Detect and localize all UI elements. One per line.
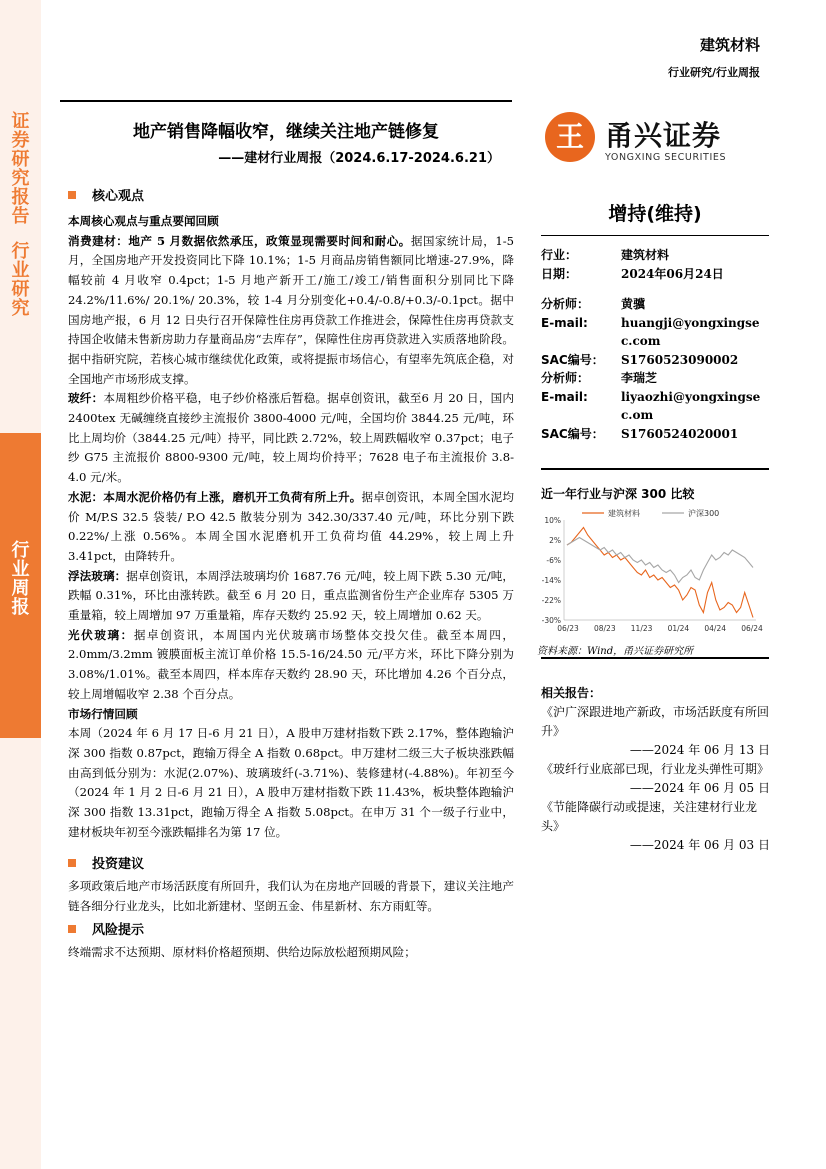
paragraph-consumer-materials [68,232,514,390]
chart-source: 资料来源：Wind，甬兴证券研究所 [537,646,694,657]
paragraph-lead: 玻纤： [68,391,104,406]
info-row-sac: SAC编号： S1760524020001 [541,426,739,441]
related-reports-heading: 相关报告： [541,686,602,700]
risk-heading-text: 风险提示 [92,922,145,938]
market-review-text: 本周（2024 年 6 月 17 日-6 月 21 日），A 股申万建材指数下跌 2.17%，整体跑输沪深 300 指数 0.87pct，跑输万得全 A 指数 0.68pct。申万建材二级三大子板块涨跌幅由高到低分别为：水泥(2.07%)、玻璃玻纤(-3.71%)、装修建材(-4.88%)。年初至今（2024 年 1 月 2 日-6 月 21 日），A 股申万建材指数下跌 11.43%，板块整体跑输沪深 300 指数 13.31pct，跑输万得全 A 指数 5.08pct。在申万 31 个一级子行业中，建材板块年初至今涨跌幅排名为第 17 位。 [68,726,514,839]
x-tick-label: 04/24 [704,624,727,633]
comparison-line-chart [534,506,770,638]
info-row-analyst: 分析师： 黄骥 [541,297,646,311]
invest-text: 多项政策后地产市场活跃度有所回升，我们认为在房地产回暖的背景下，建议关注地产链各细分行业龙头，比如北新建材、坚朗五金、伟星新材、东方雨虹等。 [68,879,514,913]
series-line-industry [567,528,753,618]
info-row-analyst: 分析师： 李瑞芝 [541,371,658,385]
paragraph-text: 据卓创资讯，本周国内光伏玻璃市场整体交投欠佳。截至本周四，2.0mm/3.2mm 镀膜面板主流订单价格 15.5-16/24.50 元/平方米，环比下降分别为 3.08%/1.01%。截至本周四，样本库存天数约 28.90 天，环比增加 4.26 个百分点，较上周增幅收窄 2.38 个百分点。 [68,627,514,701]
core-view-heading [68,185,144,204]
x-tick-label: 11/23 [630,624,653,633]
related-report-title[interactable]: 《沪广深跟进地产新政，市场活跃度有所回升》 [541,705,770,738]
y-tick-label: -22% [541,596,561,605]
logo-name-en: YONGXING SECURITIES [605,152,727,163]
paragraph-pv-glass [68,626,514,705]
paragraph-lead: 水泥： [68,489,104,504]
x-tick-label: 01/24 [667,624,690,633]
info-row-date: 日期： 2024年06月24日 [541,266,724,281]
page-subtitle: ——建材行业周报（2024.6.17-2024.6.21） [218,151,500,166]
main-body [68,212,514,963]
sidebar [0,0,41,1169]
rating-badge: 增持(维持) [541,199,769,236]
company-logo [545,112,770,172]
legend-label: 沪深300 [688,509,720,518]
sidebar-weekly-label: 行 业 周 报 [11,540,30,618]
sidebar-report-label: 证 券 研 究 报 告 [11,111,30,227]
sidebar-research-label: 行 业 研 究 [11,241,30,319]
risk-text: 终端需求不达预期、原材料价格超预期、供给边际放松超预期风险； [68,945,416,960]
sidebar-top-label [0,112,41,318]
legend-label: 建筑材料 [608,509,640,518]
core-view-heading-text: 核心观点 [92,189,145,204]
x-tick-label: 06/24 [741,624,763,633]
info-divider [541,468,769,470]
paragraph-lead: 浮法玻璃： [68,568,127,583]
paragraph-bold: 地产 5 月数据依然承压，政策显现需要时间和耐心。 [128,233,411,248]
related-report-date: ——2024 年 06 月 05 日 [629,781,770,795]
logo-mark-icon: 王 [545,112,595,162]
square-bullet-icon [68,925,76,933]
y-tick-label: 2% [549,536,561,545]
chart-divider [541,657,769,659]
paragraph-cement [68,488,514,567]
info-row-email: E-mail: liyaozhi@yongxingsec.om [541,389,761,422]
x-tick-label: 08/23 [593,624,616,633]
y-tick-label: -14% [541,576,561,585]
x-tick-label: 06/23 [557,624,579,633]
paragraph-lead: 光伏玻璃： [68,627,134,642]
market-heading: 市场行情回顾 [68,706,138,721]
sidebar-highlight [0,433,41,738]
week-heading: 本周核心观点与重点要闻回顾 [68,214,219,228]
risk-heading [68,921,514,941]
page-title: 地产销售降幅收窄，继续关注地产链修复 [133,122,439,142]
paragraph-text: 据卓创资讯，本周全国水泥均价 M/P.S 32.5 袋装/ P.O 42.5 散装分别为 342.30/337.40 元/吨，环比分别下跌 0.22%/上涨 0.56%。本周全国水泥磨机开工负荷均值 44.29%，较上周上升 3.41pct，由降转升。 [68,489,514,563]
y-tick-label: -30% [541,616,561,625]
square-bullet-icon [68,191,76,199]
invest-heading-text: 投资建议 [92,856,145,872]
paragraph-text: 本周粗纱价格平稳，电子纱价格涨后暂稳。据卓创资讯，截至6 月 20 日，国内 2400tex 无碱缠绕直接纱主流报价 3800-4000 元/吨，全国均价 3844.25 元/吨，环比上周均价（3844.25 元/吨）持平，同比跌 2.72%，较上周跌幅收窄 0.37pct；电子纱 G75 主流报价 8800-9300 元/吨，较上周均价持平；7628 电子布主流报价 3.8-4.0 元/米。 [68,391,514,485]
y-tick-label: -6% [546,556,561,565]
y-tick-label: 10% [544,516,561,525]
paragraph-glass-fiber [68,389,514,488]
paragraph-text: 据卓创资讯，本周浮法玻璃均价 1687.76 元/吨，较上周下跌 5.30 元/吨，跌幅 0.31%，环比由涨转跌。截至 6 月 20 日，重点监测省份生产企业库存 5305 万重量箱，较上周增加 97 万重量箱，库存天数约 25.92 天，较上周增加 0.62 天。 [68,568,514,623]
logo-name-cn: 甬兴证券 [605,119,722,152]
header-divider [60,100,512,102]
info-row-industry: 行业： 建筑材料 [541,248,670,262]
related-reports-list [541,703,770,855]
square-bullet-icon [68,859,76,867]
info-row-email: E-mail: huangji@yongxingsec.com [541,315,760,348]
related-report-date: ——2024 年 06 月 03 日 [629,838,770,852]
paragraph-bold: 本周水泥价格仍有上涨，磨机开工负荷有所上升。 [103,489,362,504]
info-row-sac: SAC编号： S1760523090002 [541,352,739,367]
related-report-date: ——2024 年 06 月 13 日 [629,743,770,757]
chart-title: 近一年行业与沪深 300 比较 [541,487,695,501]
header-report-type: 行业研究/行业周报 [667,66,760,79]
page-header [668,34,760,80]
paragraph-lead: 消费建材： [68,233,129,248]
related-report-title[interactable]: 《玻纤行业底部已现，行业龙头弹性可期》 [541,762,770,776]
invest-heading [68,855,514,875]
info-panel [541,246,769,443]
related-report-title[interactable]: 《节能降碳行动或提速，关注建材行业龙头》 [541,800,758,833]
paragraph-text: 据国家统计局，1-5 月，全国房地产开发投资同比下降 10.1%；1-5 月商品房销售额同比增速-27.9%，降幅较前 4 月收窄 0.4pct；1-5 月地产新开工/施工/竣工/销售面积分别同比下降 24.2%/11.6%/ 20.1%/ 20.3%，较 1-4 月分别变化+0.4/-0.8/+0.3/-0.1pct。据中国房地产报，6 月 12 日央行召开保障性住房再贷款工作推进会，保障性住房再贷款支持国企收储未售新房助力存量商品房“去库存”，保障性住房再贷款进入实质落地阶段。据中指研究院，若核心城市继续优化政策，或将提振市场信心，有望率先筑底企稳，对全国地产市场形成支撑。 [68,233,514,386]
header-sector: 建筑材料 [699,36,760,54]
paragraph-float-glass [68,567,514,626]
